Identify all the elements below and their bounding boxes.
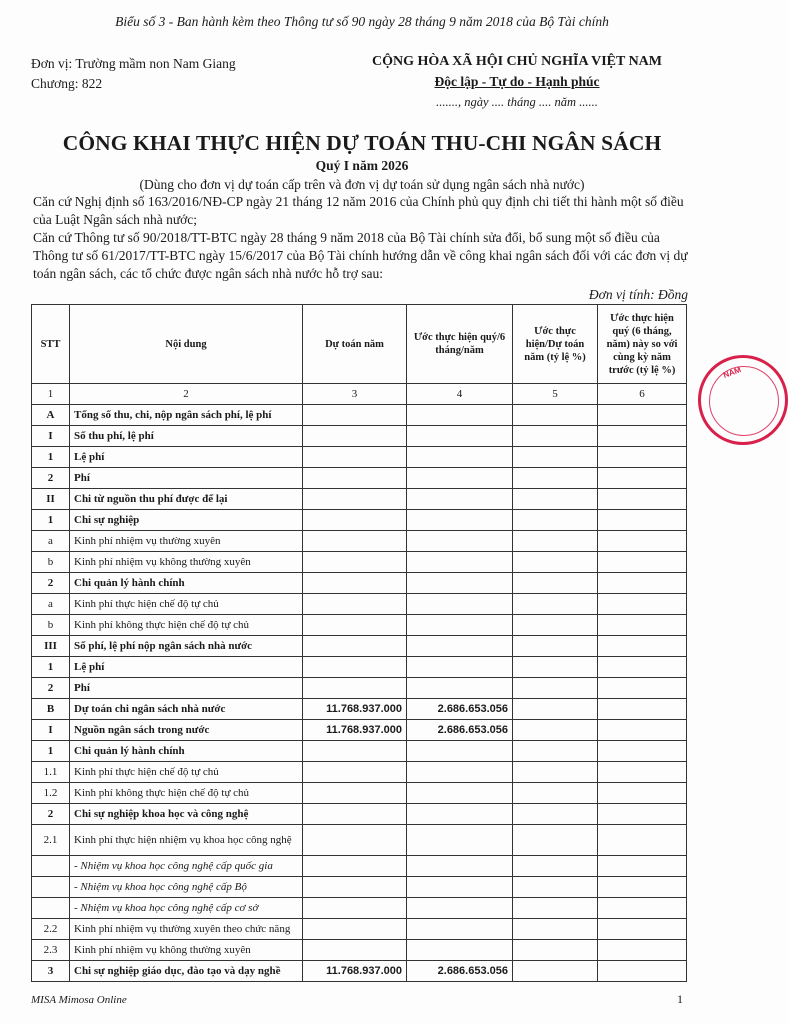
row-yoy-ratio [598, 678, 687, 699]
legal-basis-paragraph: Căn cứ Thông tư số 90/2018/TT-BTC ngày 28 tháng 9 năm 2018 của Bộ Tài chính sửa đổi, bổ sung một số điều của Thông tư số 61/2017/TT-BTC ngày 15/6/2017 của Bộ Tài chính hướng dẫn về công khai ngân sách đối với các đơn vị dự toán ngân sách, các tổ chức được ngân sách nhà nước hỗ trợ sau: [33, 230, 688, 281]
column-header-content: Nội dung [70, 305, 303, 384]
row-content: Chi quản lý hành chính [70, 573, 303, 594]
row-estimated-execution [407, 405, 513, 426]
row-execution-ratio [513, 636, 598, 657]
page-number: 1 [677, 992, 683, 1006]
row-annual-estimate [303, 762, 407, 783]
row-yoy-ratio [598, 468, 687, 489]
column-header-annual-estimate: Dự toán năm [303, 305, 407, 384]
row-content: Nguồn ngân sách trong nước [70, 720, 303, 741]
row-execution-ratio [513, 940, 598, 961]
row-content: Phí [70, 678, 303, 699]
row-stt: b [32, 552, 70, 573]
row-stt: B [32, 699, 70, 720]
row-yoy-ratio [598, 615, 687, 636]
row-execution-ratio [513, 877, 598, 898]
row-annual-estimate [303, 510, 407, 531]
row-execution-ratio [513, 531, 598, 552]
row-stt: 1 [32, 447, 70, 468]
table-row [32, 447, 687, 468]
row-estimated-execution [407, 489, 513, 510]
row-content: Chi sự nghiệp [70, 510, 303, 531]
table-row [32, 804, 687, 825]
document-period: Quý I năm 2026 [315, 158, 409, 173]
row-stt: 1.1 [32, 762, 70, 783]
row-stt: 2.1 [32, 825, 70, 856]
row-content: Kinh phí nhiệm vụ không thường xuyên [70, 940, 303, 961]
row-content: Dự toán chi ngân sách nhà nước [70, 699, 303, 720]
row-estimated-execution [407, 636, 513, 657]
row-yoy-ratio [598, 636, 687, 657]
row-content: Chi sự nghiệp khoa học và công nghệ [70, 804, 303, 825]
table-row [32, 657, 687, 678]
regulation-note: Biểu số 3 - Ban hành kèm theo Thông tư số 90 ngày 28 tháng 9 năm 2018 của Bộ Tài chính [115, 14, 609, 29]
row-content: Chi quản lý hành chính [70, 741, 303, 762]
row-annual-estimate [303, 615, 407, 636]
row-yoy-ratio [598, 877, 687, 898]
row-annual-estimate [303, 573, 407, 594]
row-content: - Nhiệm vụ khoa học công nghệ cấp quốc gia [70, 856, 303, 877]
row-stt: 3 [32, 961, 70, 982]
row-annual-estimate [303, 636, 407, 657]
row-stt: a [32, 531, 70, 552]
row-estimated-execution [407, 825, 513, 856]
row-execution-ratio [513, 961, 598, 982]
row-annual-estimate [303, 940, 407, 961]
row-execution-ratio [513, 657, 598, 678]
row-execution-ratio [513, 510, 598, 531]
column-number: 4 [407, 384, 513, 405]
row-stt: 1 [32, 510, 70, 531]
row-execution-ratio [513, 468, 598, 489]
row-annual-estimate [303, 405, 407, 426]
row-yoy-ratio [598, 919, 687, 940]
row-content: Kinh phí thực hiện nhiệm vụ khoa học công nghệ [70, 825, 303, 856]
column-header-stt: STT [32, 305, 70, 384]
table-row [32, 856, 687, 877]
row-annual-estimate: 11.768.937.000 [303, 720, 407, 741]
row-execution-ratio [513, 898, 598, 919]
row-yoy-ratio [598, 856, 687, 877]
row-stt: A [32, 405, 70, 426]
table-row [32, 699, 687, 720]
row-stt [32, 856, 70, 877]
row-stt: 2.3 [32, 940, 70, 961]
table-row [32, 741, 687, 762]
row-content: Số thu phí, lệ phí [70, 426, 303, 447]
row-execution-ratio [513, 825, 598, 856]
row-annual-estimate [303, 678, 407, 699]
row-estimated-execution [407, 762, 513, 783]
legal-basis [33, 193, 693, 283]
column-number-row [32, 384, 687, 405]
row-content: Lệ phí [70, 447, 303, 468]
row-estimated-execution [407, 783, 513, 804]
row-estimated-execution [407, 552, 513, 573]
row-annual-estimate [303, 531, 407, 552]
official-seal [698, 355, 788, 445]
row-yoy-ratio [598, 804, 687, 825]
software-label: MISA Mimosa Online [31, 994, 127, 1006]
unit-label: Đơn vị: Trường mầm non Nam Giang [31, 56, 236, 71]
row-stt: 1 [32, 657, 70, 678]
row-stt: 2 [32, 678, 70, 699]
row-yoy-ratio [598, 720, 687, 741]
row-annual-estimate [303, 898, 407, 919]
table-row [32, 489, 687, 510]
row-stt: 2 [32, 468, 70, 489]
row-stt: III [32, 636, 70, 657]
row-content: Số phí, lệ phí nộp ngân sách nhà nước [70, 636, 303, 657]
row-execution-ratio [513, 741, 598, 762]
column-header-estimated-execution: Ước thực hiện quý/6 tháng/năm [407, 305, 513, 384]
row-annual-estimate [303, 489, 407, 510]
row-estimated-execution [407, 615, 513, 636]
row-stt: a [32, 594, 70, 615]
row-yoy-ratio [598, 447, 687, 468]
row-execution-ratio [513, 552, 598, 573]
row-content: Kinh phí nhiệm vụ không thường xuyên [70, 552, 303, 573]
row-stt: I [32, 426, 70, 447]
row-stt: I [32, 720, 70, 741]
row-yoy-ratio [598, 940, 687, 961]
row-execution-ratio [513, 856, 598, 877]
row-annual-estimate [303, 447, 407, 468]
row-stt: 1 [32, 741, 70, 762]
table-row [32, 594, 687, 615]
row-annual-estimate: 11.768.937.000 [303, 699, 407, 720]
row-execution-ratio [513, 405, 598, 426]
row-content: - Nhiệm vụ khoa học công nghệ cấp Bộ [70, 877, 303, 898]
row-annual-estimate [303, 426, 407, 447]
date-line: ......., ngày .... tháng .... năm ...... [436, 95, 598, 109]
table-header-row [32, 305, 687, 384]
row-yoy-ratio [598, 426, 687, 447]
row-annual-estimate [303, 856, 407, 877]
row-yoy-ratio [598, 510, 687, 531]
row-content: Tổng số thu, chi, nộp ngân sách phí, lệ phí [70, 405, 303, 426]
table-row [32, 720, 687, 741]
row-yoy-ratio [598, 762, 687, 783]
row-execution-ratio [513, 426, 598, 447]
table-row [32, 919, 687, 940]
row-yoy-ratio [598, 961, 687, 982]
row-yoy-ratio [598, 825, 687, 856]
table-row [32, 552, 687, 573]
row-content: Kinh phí không thực hiện chế độ tự chủ [70, 783, 303, 804]
table-row [32, 825, 687, 856]
row-yoy-ratio [598, 552, 687, 573]
table-row [32, 531, 687, 552]
row-annual-estimate [303, 657, 407, 678]
row-execution-ratio [513, 573, 598, 594]
row-estimated-execution [407, 919, 513, 940]
row-estimated-execution [407, 447, 513, 468]
national-motto: Độc lập - Tự do - Hạnh phúc [434, 74, 600, 89]
table-row [32, 898, 687, 919]
row-content: Kinh phí thực hiện chế độ tự chủ [70, 594, 303, 615]
row-yoy-ratio [598, 699, 687, 720]
row-annual-estimate [303, 804, 407, 825]
chapter-label: Chương: 822 [31, 76, 103, 91]
row-annual-estimate [303, 594, 407, 615]
row-estimated-execution [407, 531, 513, 552]
row-annual-estimate [303, 741, 407, 762]
row-estimated-execution [407, 898, 513, 919]
column-header-yoy-ratio: Ước thực hiện quý (6 tháng, năm) này so với cùng kỳ năm trước (tỷ lệ %) [598, 305, 687, 384]
row-yoy-ratio [598, 405, 687, 426]
row-estimated-execution [407, 940, 513, 961]
row-estimated-execution [407, 804, 513, 825]
row-estimated-execution [407, 594, 513, 615]
row-annual-estimate: 11.768.937.000 [303, 961, 407, 982]
row-estimated-execution [407, 856, 513, 877]
column-number: 3 [303, 384, 407, 405]
row-content: Chi sự nghiệp giáo dục, đào tạo và dạy nghề [70, 961, 303, 982]
column-header-execution-ratio: Ước thực hiện/Dự toán năm (tỷ lệ %) [513, 305, 598, 384]
row-estimated-execution [407, 426, 513, 447]
row-estimated-execution [407, 468, 513, 489]
unit-info [31, 54, 236, 94]
table-row [32, 510, 687, 531]
currency-unit: Đơn vị tính: Đồng [588, 287, 688, 302]
row-annual-estimate [303, 468, 407, 489]
row-yoy-ratio [598, 573, 687, 594]
column-number: 5 [513, 384, 598, 405]
row-annual-estimate [303, 825, 407, 856]
row-estimated-execution: 2.686.653.056 [407, 720, 513, 741]
table-row [32, 615, 687, 636]
table-row [32, 961, 687, 982]
row-stt: 2 [32, 804, 70, 825]
table-row [32, 678, 687, 699]
column-number: 6 [598, 384, 687, 405]
row-yoy-ratio [598, 898, 687, 919]
row-content: Phí [70, 468, 303, 489]
legal-basis-paragraph: Căn cứ Nghị định số 163/2016/NĐ-CP ngày 21 tháng 12 năm 2016 của Chính phủ quy định chi tiết thi hành một số điều của Luật Ngân sách nhà nước; [33, 194, 684, 227]
table-row [32, 762, 687, 783]
row-execution-ratio [513, 762, 598, 783]
row-stt: II [32, 489, 70, 510]
row-estimated-execution [407, 741, 513, 762]
document-purpose: (Dùng cho đơn vị dự toán cấp trên và đơn vị dự toán sử dụng ngân sách nhà nước) [139, 177, 585, 192]
column-number: 2 [70, 384, 303, 405]
row-yoy-ratio [598, 783, 687, 804]
table-row [32, 877, 687, 898]
row-estimated-execution: 2.686.653.056 [407, 699, 513, 720]
row-estimated-execution [407, 510, 513, 531]
row-estimated-execution: 2.686.653.056 [407, 961, 513, 982]
table-row [32, 468, 687, 489]
row-yoy-ratio [598, 594, 687, 615]
row-execution-ratio [513, 720, 598, 741]
row-stt: b [32, 615, 70, 636]
seal-inner-ring [709, 366, 779, 436]
table-row [32, 426, 687, 447]
row-annual-estimate [303, 919, 407, 940]
row-execution-ratio [513, 783, 598, 804]
seal-text: NAM [722, 365, 743, 380]
row-content: - Nhiệm vụ khoa học công nghệ cấp cơ sở [70, 898, 303, 919]
table-row [32, 636, 687, 657]
row-stt [32, 898, 70, 919]
row-stt: 2.2 [32, 919, 70, 940]
row-estimated-execution [407, 573, 513, 594]
row-execution-ratio [513, 489, 598, 510]
row-stt: 2 [32, 573, 70, 594]
row-content: Chi từ nguồn thu phí được để lại [70, 489, 303, 510]
row-execution-ratio [513, 615, 598, 636]
row-execution-ratio [513, 447, 598, 468]
budget-table [31, 304, 687, 982]
national-heading [352, 52, 682, 112]
row-content: Kinh phí nhiệm vụ thường xuyên theo chức năng [70, 919, 303, 940]
column-number: 1 [32, 384, 70, 405]
row-stt [32, 877, 70, 898]
row-content: Kinh phí không thực hiện chế độ tự chủ [70, 615, 303, 636]
row-execution-ratio [513, 699, 598, 720]
table-row [32, 940, 687, 961]
row-content: Kinh phí nhiệm vụ thường xuyên [70, 531, 303, 552]
row-annual-estimate [303, 877, 407, 898]
row-yoy-ratio [598, 657, 687, 678]
row-estimated-execution [407, 657, 513, 678]
document-title: CÔNG KHAI THỰC HIỆN DỰ TOÁN THU-CHI NGÂN SÁCH [62, 131, 662, 155]
row-stt: 1.2 [32, 783, 70, 804]
row-annual-estimate [303, 552, 407, 573]
row-execution-ratio [513, 804, 598, 825]
row-yoy-ratio [598, 741, 687, 762]
row-yoy-ratio [598, 489, 687, 510]
row-yoy-ratio [598, 531, 687, 552]
table-row [32, 405, 687, 426]
row-estimated-execution [407, 678, 513, 699]
row-annual-estimate [303, 783, 407, 804]
row-estimated-execution [407, 877, 513, 898]
row-execution-ratio [513, 919, 598, 940]
row-execution-ratio [513, 594, 598, 615]
table-row [32, 573, 687, 594]
row-content: Lệ phí [70, 657, 303, 678]
row-content: Kinh phí thực hiện chế độ tự chủ [70, 762, 303, 783]
nation-name: CỘNG HÒA XÃ HỘI CHỦ NGHĨA VIỆT NAM [371, 54, 662, 69]
row-execution-ratio [513, 678, 598, 699]
table-row [32, 783, 687, 804]
